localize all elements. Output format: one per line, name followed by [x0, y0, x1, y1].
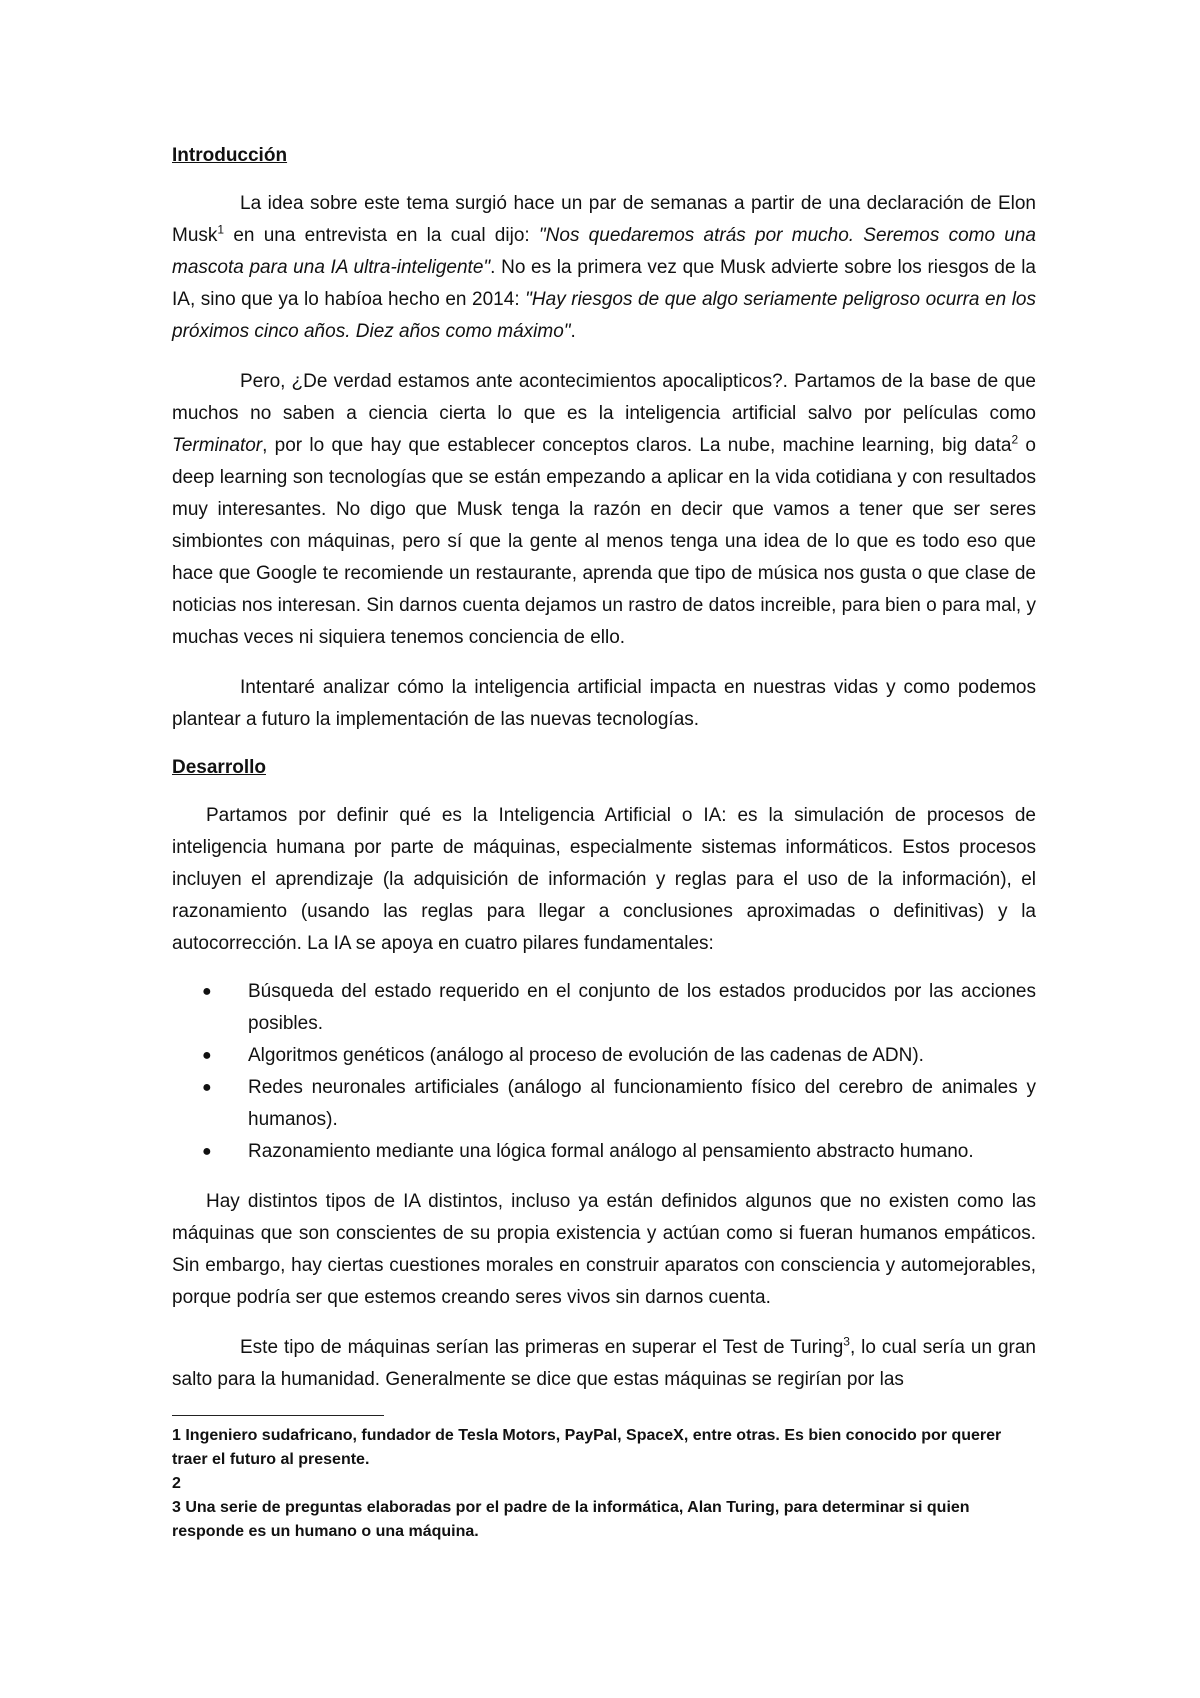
bullet-icon: ●	[202, 983, 212, 1000]
document-page	[172, 140, 1036, 1396]
development-paragraph-1: Partamos por definir qué es la Inteligencia Artificial o IA: es la simulación de procesos de inteligencia humana por parte de máquinas, especialmente sistemas informáticos. Estos procesos incluyen el aprendizaje (la adquisición de información y reglas para el uso de la información), el razonamiento (usando las reglas para llegar a conclusiones aproximadas o definitivas) y la autocorrección. La IA se apoya en cuatro pilares fundamentales:	[172, 805, 1036, 954]
footnote-3: 3 Una serie de preguntas elaboradas por el padre de la informática, Alan Turing, para determinar si quien responde es un humano o una máquina.	[172, 1499, 970, 1540]
list-item: ● Redes neuronales artificiales (análogo al funcionamiento físico del cerebro de animales y humanos).	[172, 1072, 1036, 1136]
intro-heading: Introducción	[172, 145, 288, 166]
development-paragraph-3: Este tipo de máquinas serían las primeras en superar el Test de Turing$^3$, lo cual sería un gran salto para la humanidad. Generalmente se dice que estas máquinas se regirían por las	[172, 1334, 1036, 1390]
footnote-ref-2: 2	[1011, 432, 1019, 447]
development-heading: Desarrollo	[172, 757, 266, 778]
list-item: ● Búsqueda del estado requerido en el conjunto de los estados producidos por las acciones posibles.	[172, 976, 1036, 1040]
list-item: ● Razonamiento mediante una lógica formal análogo al pensamiento abstracto humano.	[172, 1136, 1036, 1168]
footnotes	[172, 1424, 1036, 1544]
intro-paragraph-1: La idea sobre este tema surgió hace un par de semanas a partir de una declaración de Elon Musk$^1$ en una entrevista en la cual dijo: "Nos quedaremos atrás por mucho. Seremos como una mascota para una IA ultra-inteligente". No es la primera vez que Musk advierte sobre los riesgos de la IA, sino que ya lo habíoa hecho en 2014: "Hay riesgos de que algo seriamente peligroso ocurra en los próximos cinco años. Diez años como máximo".	[172, 193, 1037, 342]
footnote-separator	[172, 1415, 384, 1416]
footnote-1: 1 Ingeniero sudafricano, fundador de Tesla Motors, PayPal, SpaceX, entre otras. Es bien conocido por querer traer el futuro al presente.	[172, 1427, 1002, 1468]
pillars-list	[172, 976, 1036, 1168]
film-title: Terminator	[172, 435, 263, 456]
bullet-icon: ●	[202, 1143, 212, 1160]
intro-paragraph-3: Intentaré analizar cómo la inteligencia artificial impacta en nuestras vidas y como podemos plantear a futuro la implementación de las nuevas tecnologías.	[172, 677, 1036, 730]
musk-quote-2: "Hay riesgos de que algo seriamente peligroso ocurra en los próximos cinco años. Diez años como máximo"	[172, 289, 1037, 342]
bullet-icon: ●	[202, 1079, 212, 1096]
footnote-ref-1: 1	[217, 222, 225, 237]
development-paragraph-2: Hay distintos tipos de IA distintos, incluso ya están definidos algunos que no existen como las máquinas que son conscientes de su propia existencia y actúan como si fueran humanos empáticos. Sin embargo, hay ciertas cuestiones morales en construir aparatos con consciencia y automejorables, porque podría ser que estemos creando seres vivos sin darnos cuenta.	[172, 1191, 1036, 1308]
intro-paragraph-2: Pero, ¿De verdad estamos ante acontecimientos apocalipticos?. Partamos de la base de que muchos no saben a ciencia cierta lo que es la inteligencia artificial salvo por películas como Terminator, por lo que hay que establecer conceptos claros. La nube, machine learning, big data$^2$ o deep learning son tecnologías que se están empezando a aplicar en la vida cotidiana y con resultados muy interesantes. No digo que Musk tenga la razón en decir que vamos a tener que ser seres simbiontes con máquinas, pero sí que la gente al menos tenga una idea de lo que es todo eso que hace que Google te recomiende un restaurante, aprenda que tipo de música nos gusta o que clase de noticias nos interesan. Sin darnos cuenta dejamos un rastro de datos increible, para bien o para mal, y muchas veces ni siquiera tenemos conciencia de ello.	[172, 371, 1036, 648]
footnote-ref-3: 3	[843, 1334, 850, 1349]
bullet-icon: ●	[202, 1047, 212, 1064]
musk-quote-1: "Nos quedaremos atrás por mucho. Seremos como una mascota para una IA ultra-inteligente"	[172, 225, 1036, 278]
list-item: ● Algoritmos genéticos (análogo al proceso de evolución de las cadenas de ADN).	[172, 1040, 1036, 1072]
footnote-2: 2	[172, 1475, 181, 1492]
